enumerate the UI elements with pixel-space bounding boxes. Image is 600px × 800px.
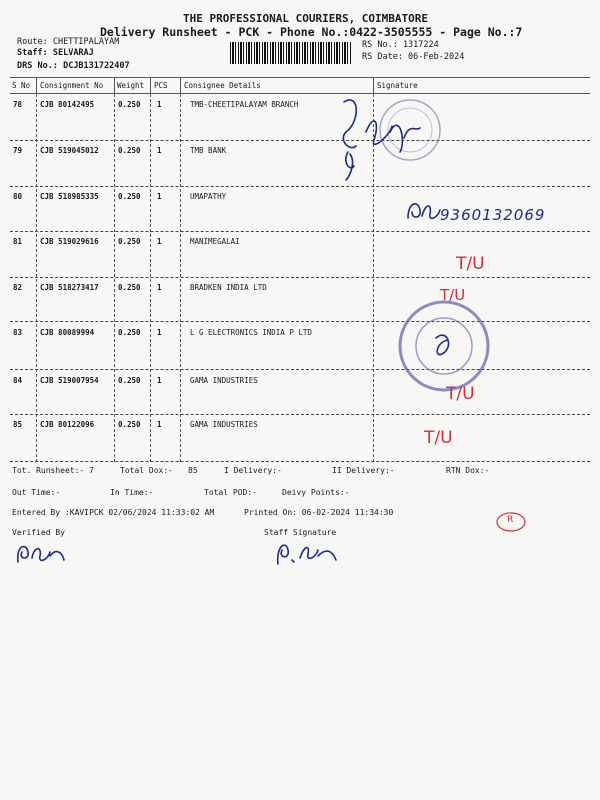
row-sno: 81 — [13, 237, 23, 246]
row-pcs: 1 — [157, 192, 162, 201]
out-time: Out Time:- — [12, 488, 61, 497]
signature-row-80 — [404, 196, 444, 226]
row-pcs: 1 — [157, 328, 162, 337]
drs-value: DCJB131722407 — [63, 61, 130, 71]
row-sno: 78 — [13, 100, 23, 109]
signature-row-78 — [330, 92, 460, 192]
row-pcs: 1 — [157, 420, 162, 429]
row-weight: 0.250 — [118, 237, 141, 246]
entered-by: Entered By :KAVIPCK 02/06/2024 11:33:02 AM — [12, 508, 215, 517]
route-row — [17, 37, 119, 47]
row-consignment: CJB 519029616 — [40, 237, 99, 246]
row-pcs: 1 — [157, 100, 162, 109]
row-consignment: CJB 80122096 — [40, 420, 95, 429]
verified-by-label: Verified By — [12, 528, 65, 537]
row-sno: 79 — [13, 146, 23, 155]
row-consignee: L G ELECTRONICS INDIA P LTD — [190, 328, 312, 337]
rtn-dox: RTN Dox:- — [446, 466, 490, 475]
row-consignment: CJB 80089994 — [40, 328, 95, 337]
col-consignee: Consignee Details — [184, 81, 261, 90]
circled-mark-letter: R — [507, 515, 514, 525]
col-consignment: Consignment No — [40, 81, 104, 90]
row-pcs: 1 — [157, 237, 162, 246]
row-consignee: TMB BANK — [190, 146, 227, 155]
row-pcs: 1 — [157, 146, 162, 155]
row-sno: 85 — [13, 420, 23, 429]
company-name: THE PROFESSIONAL COURIERS, COIMBATORE — [183, 12, 429, 25]
total-runsheet: Tot. Runsheet:- 7 — [12, 466, 94, 475]
barcode — [230, 42, 352, 64]
i-delivery: I Delivery:- — [224, 466, 282, 475]
rs-number: RS No.: 1317224 — [362, 40, 439, 50]
row-consignment: CJB 518273417 — [40, 283, 99, 292]
col-signature: Signature — [377, 81, 418, 90]
staff-row — [17, 48, 94, 58]
row-consignee: MANIMEGALAI — [190, 237, 240, 246]
drs-row — [17, 61, 130, 71]
delivery-points: Deivy Points:- — [282, 488, 350, 497]
handwritten-phone: 9360132069 — [440, 206, 546, 224]
row-consignment: CJB 519007954 — [40, 376, 99, 385]
ii-delivery: II Delivery:- — [332, 466, 395, 475]
staff-signature-label: Staff Signature — [264, 528, 337, 537]
staff-value: SELVARAJ — [52, 48, 94, 58]
row-consignee: BRADKEN INDIA LTD — [190, 283, 267, 292]
col-pcs: PCS — [154, 81, 168, 90]
row-pcs: 1 — [157, 283, 162, 292]
staff-signature — [270, 536, 350, 570]
total-dox-label: Total Dox:- — [120, 466, 173, 475]
verified-signature — [12, 538, 72, 568]
row-weight: 0.250 — [118, 283, 141, 292]
staff-label: Staff: — [17, 48, 48, 58]
row-weight: 0.250 — [118, 328, 141, 337]
tlu-mark: T/U — [440, 286, 466, 304]
row-sno: 84 — [13, 376, 23, 385]
runsheet-title: Delivery Runsheet - PCK - Phone No.:0422-3505555 - Page No.:7 — [100, 25, 523, 39]
row-consignee: GAMA INDUSTRIES — [190, 376, 258, 385]
total-pod: Total POD:- — [204, 488, 257, 497]
route-label: Route: — [17, 37, 48, 47]
row-weight: 0.250 — [118, 100, 141, 109]
row-pcs: 1 — [157, 376, 162, 385]
row-weight: 0.250 — [118, 420, 141, 429]
row-consignment: CJB 80142495 — [40, 100, 95, 109]
row-consignment: CJB 518985335 — [40, 192, 99, 201]
row-consignee: UMAPATHY — [190, 192, 227, 201]
printed-on: Printed On: 06-02-2024 11:34:30 — [244, 508, 394, 517]
row-weight: 0.250 — [118, 376, 141, 385]
tlu-mark: T/U — [456, 254, 485, 274]
row-consignment: CJB 519045012 — [40, 146, 99, 155]
row-weight: 0.250 — [118, 146, 141, 155]
col-sno: S No — [12, 81, 31, 90]
tlu-mark: T/U — [446, 384, 475, 404]
tlu-mark: T/U — [424, 428, 453, 448]
row-sno: 80 — [13, 192, 23, 201]
drs-label: DRS No.: — [17, 61, 58, 71]
row-consignee: TMB-CHEETIPALAYAM BRANCH — [190, 100, 299, 109]
rs-date: RS Date: 06-Feb-2024 — [362, 52, 465, 62]
total-dox-value: 85 — [188, 466, 198, 475]
row-sno: 83 — [13, 328, 23, 337]
row-consignee: GAMA INDUSTRIES — [190, 420, 258, 429]
company-stamp — [396, 298, 492, 394]
row-sno: 82 — [13, 283, 23, 292]
route-value: CHETTIPALAYAM — [52, 37, 120, 47]
in-time: In Time:- — [110, 488, 154, 497]
col-weight: Weight — [117, 81, 145, 90]
row-weight: 0.250 — [118, 192, 141, 201]
